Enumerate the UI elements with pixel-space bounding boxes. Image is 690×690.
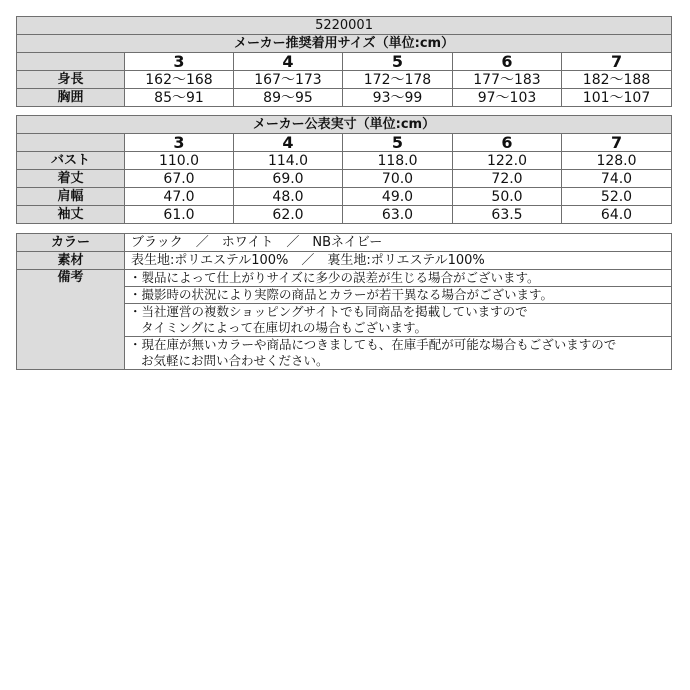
table-row: [17, 252, 672, 270]
note-item: [125, 337, 672, 370]
table-cell: 52.0: [562, 188, 672, 206]
table-row: [17, 206, 672, 224]
size-header: 7: [562, 134, 672, 152]
note-text: ・製品によって仕上がりサイズに多少の誤差が生じる場合がございます。: [129, 270, 540, 285]
table-cell: 61.0: [125, 206, 234, 224]
table-cell: 49.0: [343, 188, 453, 206]
size-header: 4: [234, 53, 343, 71]
row-label-bust: バスト: [17, 152, 125, 170]
note-item: [125, 304, 672, 337]
table-cell: 89～95: [234, 89, 343, 107]
row-label-shoulder: 肩幅: [17, 188, 125, 206]
table-row: [17, 71, 672, 89]
size-header-corner: [17, 134, 125, 152]
material-value: 表生地:ポリエステル100% ／ 裏生地:ポリエステル100%: [125, 252, 672, 270]
notes-label: 備考: [17, 270, 125, 370]
table-cell: 101～107: [562, 89, 672, 107]
size-header: 6: [453, 134, 562, 152]
size-header: 4: [234, 134, 343, 152]
size-header: 7: [562, 53, 672, 71]
table-cell: 74.0: [562, 170, 672, 188]
note-item: [125, 287, 672, 304]
recommended-size-title: メーカー推奨着用サイズ（単位:cm）: [17, 35, 672, 53]
table-cell: 50.0: [453, 188, 562, 206]
table-cell: 122.0: [453, 152, 562, 170]
actual-measurement-title: メーカー公表実寸（単位:cm）: [17, 116, 672, 134]
table-cell: 114.0: [234, 152, 343, 170]
table-cell: 128.0: [562, 152, 672, 170]
table-cell: 48.0: [234, 188, 343, 206]
note-text: ・撮影時の状況により実際の商品とカラーが若干異なる場合がございます。: [129, 287, 554, 302]
color-label: カラー: [17, 234, 125, 252]
size-header: 3: [125, 134, 234, 152]
size-header: 5: [343, 53, 453, 71]
recommended-size-table: [16, 16, 672, 107]
size-header-corner: [17, 53, 125, 71]
row-label-chest: 胸囲: [17, 89, 125, 107]
table-cell: 67.0: [125, 170, 234, 188]
row-label-length: 着丈: [17, 170, 125, 188]
actual-measurement-table: [16, 115, 672, 224]
note-text: ・現在庫が無いカラーや商品につきましても、在庫手配が可能な場合もございますので: [129, 337, 617, 352]
table-cell: 63.0: [343, 206, 453, 224]
note-item: [125, 270, 672, 287]
table-cell: 47.0: [125, 188, 234, 206]
size-header: 6: [453, 53, 562, 71]
material-label: 素材: [17, 252, 125, 270]
table-cell: 172～178: [343, 71, 453, 89]
product-info-table: [16, 233, 672, 370]
table-cell: 63.5: [453, 206, 562, 224]
table-cell: 72.0: [453, 170, 562, 188]
note-text: タイミングによって在庫切れの場合もございます。: [141, 320, 428, 335]
table-row: [17, 188, 672, 206]
size-header: 3: [125, 53, 234, 71]
table-row: [17, 89, 672, 107]
product-code: 5220001: [17, 17, 672, 35]
row-label-height: 身長: [17, 71, 125, 89]
table-cell: 118.0: [343, 152, 453, 170]
table-cell: 110.0: [125, 152, 234, 170]
table-cell: 69.0: [234, 170, 343, 188]
table-cell: 70.0: [343, 170, 453, 188]
table-cell: 167～173: [234, 71, 343, 89]
note-text: ・当社運営の複数ショッピングサイトでも同商品を掲載していますので: [129, 304, 528, 319]
table-cell: 177～183: [453, 71, 562, 89]
size-header: 5: [343, 134, 453, 152]
table-row: [17, 152, 672, 170]
table-cell: 62.0: [234, 206, 343, 224]
table-cell: 93～99: [343, 89, 453, 107]
table-row: [17, 234, 672, 252]
table-cell: 64.0: [562, 206, 672, 224]
note-text: お気軽にお問い合わせください。: [141, 353, 329, 368]
table-row: [17, 170, 672, 188]
table-row: [17, 270, 672, 287]
table-cell: 97～103: [453, 89, 562, 107]
table-cell: 182～188: [562, 71, 672, 89]
row-label-sleeve: 袖丈: [17, 206, 125, 224]
color-value: ブラック ／ ホワイト ／ NBネイビー: [125, 234, 672, 252]
table-cell: 162～168: [125, 71, 234, 89]
table-cell: 85～91: [125, 89, 234, 107]
